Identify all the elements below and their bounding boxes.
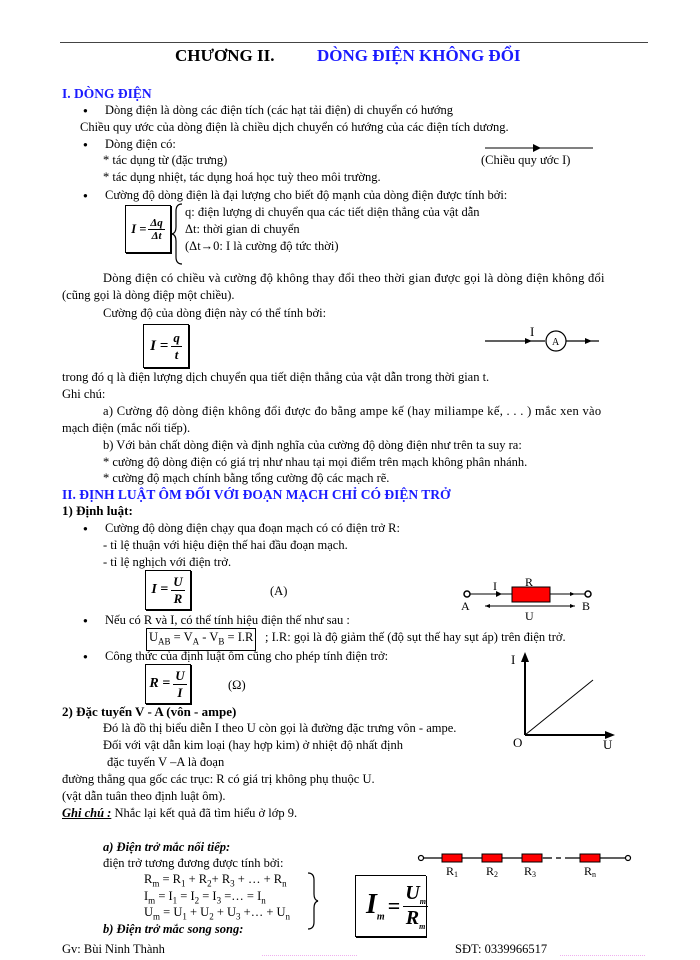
arrow-caption: (Chiều quy ước I) [481,153,571,167]
formula-denominator: R [173,590,183,606]
brace-item: Δt: thời gian di chuyển [185,222,300,236]
svg-text:R: R [525,575,534,589]
bullet-line: ● Cường độ dòng điện chạy qua đoạn mạch có có điện trở R: [105,521,400,536]
resistor-circuit-icon [460,575,600,625]
bullet-line: ● Dòng điện là dòng các điện tích (các hạt tải điện) di chuyển có hướng [105,103,453,118]
formula-denominator: R [405,906,420,929]
svg-text:U: U [603,737,613,750]
series-resistors-circuit-icon [415,848,635,878]
paragraph: (cũng gọi là dòng điệp một chiều). [62,288,235,302]
iv-graph-icon [505,650,620,750]
chapter-title: DÒNG ĐIỆN KHÔNG ĐỔI [317,46,521,65]
formula-lhs: R = [149,676,171,691]
note-text: * cường độ mạch chính bằng tổng cường độ các mạch rẽ. [103,471,390,485]
formula-denominator: Δt [151,229,162,242]
footer-divider [262,955,357,956]
svg-text:R2: R2 [486,864,499,878]
note-text: * cường độ dòng điện có giá trị như nhau tại mọi điểm trên mạch không phân nhánh. [103,455,528,469]
paragraph: đường thẳng qua gốc các trục: R có giá trị không phụ thuộc U. [62,772,375,786]
bullet-line: ● Dòng điện có: [105,137,176,152]
text-line: * tác dụng từ (đặc trưng) [103,153,228,167]
unit-label: (Ω) [228,678,246,692]
current-direction-arrow-icon [485,143,595,153]
brace-item: (Δt→0: I là cường độ tức thời) [185,239,339,253]
note-label: Ghi chú: [62,387,106,401]
bullet-line: ● Cường độ dòng điện là đại lượng cho biết độ mạnh của dòng điện được tính bởi: [105,188,507,203]
note-text: mạch điện (mắc nối tiếp). [62,421,191,435]
formula-lhs: I = [150,337,169,354]
formula-sub: m [419,921,426,931]
formula-part: = V [170,630,193,644]
formula-box-series: $I_m$ = $\frac{U_m}{R_m}$ [355,875,426,937]
formula-box-q-t [143,324,189,368]
formula-part: - V [199,630,219,644]
text-line: ; I.R: gọi là độ giảm thế (độ sụt thế hay sụt áp) trên điện trở. [265,630,566,644]
footer-phone: SĐT: 0339966517 [455,942,548,956]
formula-sub: B [218,636,225,647]
bullet-line: ● Công thức của định luật ôm cũng cho phép tính điện trở: [105,649,388,664]
note-text: a) Cường độ dòng điện không đổi được đo bằng ampe kế (hay miliampe kế, . . . ) mắc xen vào [103,404,602,418]
closing-brace-icon [306,872,320,930]
brace-icon [172,203,184,265]
svg-text:I: I [493,579,497,593]
section-1-title: I. DÒNG ĐIỆN [62,86,152,101]
formula-box-r [145,664,191,704]
parallel-title: b) Điện trở mắc song song: [103,922,244,936]
svg-text:U: U [525,609,534,623]
chapter-label: CHƯƠNG II. [175,46,275,65]
subsection-title: 2) Đặc tuyến V - A (vôn - ampe) [62,704,237,719]
formula-sub: AB [158,636,171,647]
paragraph: Dòng điện có chiều và cường độ không thay đổi theo thời gian được gọi là dòng điện không đổi [103,271,605,285]
uab-formula-box [146,628,256,651]
footer-divider [560,955,645,956]
note-text: b) Với bản chất dòng điện và định nghĩa của cường độ dòng điện như trên ta suy ra: [103,438,522,452]
note-label: Ghi chú : [62,806,112,820]
formula-numerator: Δq [150,216,163,229]
formula-sub: A [192,636,200,647]
note-text: Nhắc lại kết quả đã tìm hiểu ở lớp 9. [111,806,298,820]
paragraph: Cường độ của dòng điện này có thể tính bởi: [103,306,327,320]
unit-label: (A) [270,584,288,598]
formula-box-dq-dt [125,205,171,253]
paragraph: trong đó q là điện lượng dịch chuyển qua tiết diện thẳng của vật dẫn trong thời gian t. [62,370,490,384]
text-line: * tác dụng nhiệt, tác dụng hoá học tuỳ theo môi trường. [103,170,381,184]
ammeter-circuit-icon [485,325,600,355]
formula-numerator: U [175,667,185,683]
svg-text:R3: R3 [524,864,537,878]
svg-text:A: A [552,337,560,348]
formula-numerator: U [405,881,420,904]
subsection-title: 1) Định luật: [62,503,133,518]
svg-text:A: A [461,599,470,613]
svg-text:B: B [582,599,591,613]
svg-text:O: O [513,735,523,750]
paragraph: Đối với vật dẫn kim loại (hay hợp kim) ở nhiệt độ nhất định [103,738,403,752]
series-equation-r: $R_m = R_1 + R_2+ R_3$ + … + $R_n$ [144,872,287,889]
footer-teacher: Gv: Bùi Ninh Thành [62,942,165,956]
series-title: a) Điện trở mắc nối tiếp: [103,840,231,854]
paragraph: đặc tuyến V –A là đoạn [107,755,225,769]
formula-denominator: t [174,346,179,362]
text-line: - tỉ lệ nghịch với điện trở. [103,555,232,569]
formula-numerator: q [173,329,180,345]
text-line: Chiều quy ước của dòng điện là chiều dịch chuyển có hướng của các điện tích dương. [80,120,509,134]
series-equation-i: $I_m = I_1 = I_2 = I_3$ =… = $I_n$ [144,889,266,906]
svg-text:Rn: Rn [584,864,597,878]
formula-denominator: I [177,684,183,700]
svg-text:I: I [530,325,535,339]
formula-lhs: I [366,889,377,921]
paragraph: (vật dẫn tuân theo định luật ôm). [62,789,226,803]
text-line: - tỉ lệ thuận với hiệu điện thế hai đầu đoạn mạch. [103,538,348,552]
header-rule [60,42,648,43]
series-equation-u: $U_m = U_1 + U_2 + U_3$ +… + $U_n$ [144,905,291,922]
section-2-title: II. ĐỊNH LUẬT ÔM ĐỐI VỚI ĐOẠN MẠCH CHỈ CÓ ĐIỆN TRỞ [62,487,451,502]
formula-box-u-r [145,570,191,610]
formula-numerator: U [173,573,183,589]
svg-text:I: I [511,652,516,667]
paragraph: Đó là đồ thị biểu diễn I theo U còn gọi là đường đặc trưng vôn - ampe. [103,721,457,735]
formula-sub: m [419,896,426,906]
bullet-line: ● Nếu có R và I, có thể tính hiệu điện thế như sau : [105,613,350,628]
formula-lhs: I = [131,221,147,236]
svg-text:R1: R1 [446,864,459,878]
formula-lhs: I = [151,582,169,597]
note-line [62,806,297,821]
brace-item: q: điện lượng di chuyển qua các tiết diện thẳng của vật dẫn [185,205,480,219]
series-intro: điện trở tương đương được tính bởi: [103,856,284,870]
formula-part: = I.R [224,630,254,644]
formula-sub: m [376,911,385,923]
formula-part: U [149,630,159,644]
